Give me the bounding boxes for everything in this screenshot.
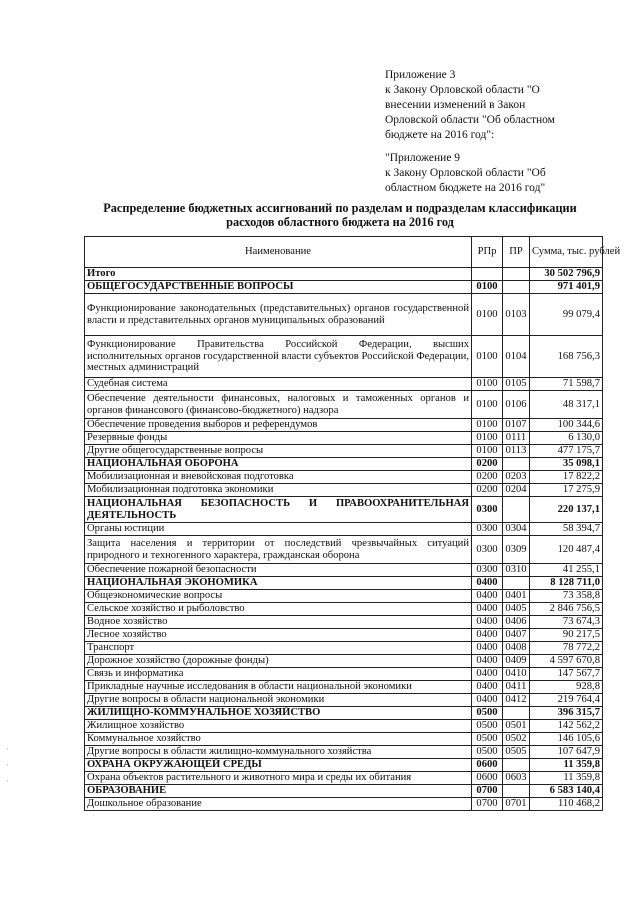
row-sum-cell: 477 175,7 (530, 445, 603, 458)
appendix-3-line: к Закону Орловской области "О (385, 84, 540, 96)
row-sum-cell: 110 468,2 (530, 798, 603, 811)
row-name-cell: Сельское хозяйство и рыболовство (85, 603, 472, 616)
row-rpr-cell: 0500 (472, 707, 503, 720)
row-rpr-cell: 0300 (472, 523, 503, 536)
row-sum-cell: 100 344,6 (530, 419, 603, 432)
row-rpr-cell: 0200 (472, 484, 503, 497)
row-rpr-cell: 0400 (472, 603, 503, 616)
table-row (85, 484, 603, 497)
row-name-cell: Обеспечение проведения выборов и референдумов (85, 419, 472, 432)
table-row (85, 681, 603, 694)
table-row (85, 523, 603, 536)
row-name-cell: Другие вопросы в области национальной экономики (85, 694, 472, 707)
row-sum-cell: 71 598,7 (530, 378, 603, 391)
table-row (85, 577, 603, 590)
row-pr-cell: 0408 (503, 642, 530, 655)
row-rpr-cell: 0100 (472, 391, 503, 419)
row-rpr-cell: 0600 (472, 759, 503, 772)
title-line-2: расходов областного бюджета на 2016 год (226, 215, 454, 229)
appendix-9-reference (385, 151, 600, 196)
row-sum-cell: 8 128 711,0 (530, 577, 603, 590)
row-pr-cell: 0501 (503, 720, 530, 733)
row-name-cell: Обеспечение пожарной безопасности (85, 564, 472, 577)
table-row (85, 458, 603, 471)
table-row (85, 268, 603, 281)
appendix-3-line: Орловской области "Об областном (385, 114, 555, 126)
header-pr: ПР (503, 237, 530, 268)
row-name-cell: Мобилизационная и вневойсковая подготовка (85, 471, 472, 484)
row-pr-cell: 0411 (503, 681, 530, 694)
table-row (85, 419, 603, 432)
row-pr-cell: 0104 (503, 336, 530, 378)
row-pr-cell: 0505 (503, 746, 530, 759)
row-pr-cell: 0106 (503, 391, 530, 419)
row-pr-cell: 0105 (503, 378, 530, 391)
appendix-3-reference (385, 68, 600, 143)
row-rpr-cell: 0400 (472, 681, 503, 694)
row-sum-cell: 73 674,3 (530, 616, 603, 629)
row-sum-cell: 971 401,9 (530, 281, 603, 294)
header-sum: Сумма, тыс. рублей (530, 237, 603, 268)
table-row (85, 603, 603, 616)
row-rpr-cell: 0100 (472, 445, 503, 458)
row-pr-cell (503, 497, 530, 523)
row-sum-cell: 90 217,5 (530, 629, 603, 642)
row-sum-cell: 2 846 756,5 (530, 603, 603, 616)
row-name-cell: Функционирование законодательных (представительных) органов государственной власти и представительных органов муниципальных образований (85, 294, 472, 336)
table-row (85, 759, 603, 772)
row-name-cell: Обеспечение деятельности финансовых, налоговых и таможенных органов и органов финансового (финансово-бюджетного) надзора (85, 391, 472, 419)
row-pr-cell (503, 707, 530, 720)
row-sum-cell: 35 098,1 (530, 458, 603, 471)
row-sum-cell: 41 255,1 (530, 564, 603, 577)
table-row (85, 733, 603, 746)
row-rpr-cell: 0200 (472, 471, 503, 484)
row-pr-cell: 0412 (503, 694, 530, 707)
row-name-cell: НАЦИОНАЛЬНАЯ БЕЗОПАСНОСТЬ И ПРАВООХРАНИТЕЛЬНАЯ ДЕЯТЕЛЬНОСТЬ (85, 497, 472, 523)
row-name-cell: НАЦИОНАЛЬНАЯ ЭКОНОМИКА (85, 577, 472, 590)
row-name-cell: Функционирование Правительства Российской Федерации, высших исполнительных органов государственной власти субъектов Российской Федерации, местных администраций (85, 336, 472, 378)
row-pr-cell (503, 268, 530, 281)
row-rpr-cell: 0400 (472, 629, 503, 642)
appendix-block (385, 68, 600, 196)
row-rpr-cell: 0400 (472, 668, 503, 681)
row-name-cell: Лесное хозяйство (85, 629, 472, 642)
row-rpr-cell: 0300 (472, 564, 503, 577)
row-rpr-cell: 0500 (472, 720, 503, 733)
row-pr-cell: 0410 (503, 668, 530, 681)
table-row (85, 336, 603, 378)
row-pr-cell: 0401 (503, 590, 530, 603)
row-pr-cell: 0405 (503, 603, 530, 616)
row-sum-cell: 73 358,8 (530, 590, 603, 603)
row-pr-cell: 0111 (503, 432, 530, 445)
row-rpr-cell (472, 268, 503, 281)
row-sum-cell: 120 487,4 (530, 536, 603, 564)
row-name-cell: Охрана объектов растительного и животного мира и среды их обитания (85, 772, 472, 785)
table-row (85, 629, 603, 642)
row-name-cell: Судебная система (85, 378, 472, 391)
row-name-cell: Другие общегосударственные вопросы (85, 445, 472, 458)
scan-edge-mark: · (6, 745, 9, 754)
table-row (85, 432, 603, 445)
row-pr-cell: 0103 (503, 294, 530, 336)
row-sum-cell: 4 597 670,8 (530, 655, 603, 668)
table-row (85, 798, 603, 811)
row-rpr-cell: 0500 (472, 746, 503, 759)
row-sum-cell: 168 756,3 (530, 336, 603, 378)
row-name-cell: Резервные фонды (85, 432, 472, 445)
table-row (85, 294, 603, 336)
row-name-cell: Защита населения и территории от последствий чрезвычайных ситуаций природного и техногенного характера, гражданская оборона (85, 536, 472, 564)
row-pr-cell (503, 577, 530, 590)
row-rpr-cell: 0600 (472, 772, 503, 785)
row-pr-cell: 0701 (503, 798, 530, 811)
table-row (85, 445, 603, 458)
appendix-3-line: Приложение 3 (385, 69, 456, 81)
row-name-cell: Прикладные научные исследования в области национальной экономики (85, 681, 472, 694)
row-pr-cell (503, 785, 530, 798)
row-sum-cell: 48 317,1 (530, 391, 603, 419)
row-pr-cell (503, 759, 530, 772)
table-row (85, 785, 603, 798)
row-name-cell: Дорожное хозяйство (дорожные фонды) (85, 655, 472, 668)
row-rpr-cell: 0700 (472, 798, 503, 811)
row-sum-cell: 6 583 140,4 (530, 785, 603, 798)
table-body (85, 268, 603, 811)
row-name-cell: ОБЩЕГОСУДАРСТВЕННЫЕ ВОПРОСЫ (85, 281, 472, 294)
appendix-9-line: "Приложение 9 (385, 152, 461, 164)
row-sum-cell: 30 502 796,9 (530, 268, 603, 281)
table-row (85, 642, 603, 655)
row-name-cell: Другие вопросы в области жилищно-коммунального хозяйства (85, 746, 472, 759)
appendix-3-line: внесении изменений в Закон (385, 99, 526, 111)
row-sum-cell: 142 562,2 (530, 720, 603, 733)
table-row (85, 281, 603, 294)
table-row (85, 564, 603, 577)
row-rpr-cell: 0100 (472, 378, 503, 391)
row-sum-cell: 17 822,2 (530, 471, 603, 484)
table-row (85, 746, 603, 759)
scan-edge-mark: · (6, 777, 9, 786)
table-row (85, 590, 603, 603)
row-pr-cell: 0409 (503, 655, 530, 668)
scan-edge-mark: · (6, 761, 9, 770)
row-rpr-cell: 0200 (472, 458, 503, 471)
appendix-9-line: областном бюджете на 2016 год" (385, 182, 546, 194)
row-sum-cell: 219 764,4 (530, 694, 603, 707)
row-name-cell: Органы юстиции (85, 523, 472, 536)
table-row (85, 694, 603, 707)
row-sum-cell: 11 359,8 (530, 772, 603, 785)
row-name-cell: Итого (85, 268, 472, 281)
table-row (85, 655, 603, 668)
row-name-cell: ЖИЛИЩНО-КОММУНАЛЬНОЕ ХОЗЯЙСТВО (85, 707, 472, 720)
appendix-3-line: бюджете на 2016 год": (385, 129, 495, 141)
row-name-cell: Водное хозяйство (85, 616, 472, 629)
row-pr-cell: 0204 (503, 484, 530, 497)
row-sum-cell: 147 567,7 (530, 668, 603, 681)
document-title (80, 201, 600, 229)
row-pr-cell (503, 458, 530, 471)
row-name-cell: Общеэкономические вопросы (85, 590, 472, 603)
row-pr-cell: 0502 (503, 733, 530, 746)
row-pr-cell: 0406 (503, 616, 530, 629)
row-name-cell: Дошкольное образование (85, 798, 472, 811)
row-pr-cell: 0304 (503, 523, 530, 536)
row-rpr-cell: 0400 (472, 616, 503, 629)
row-name-cell: ОБРАЗОВАНИЕ (85, 785, 472, 798)
table-row (85, 471, 603, 484)
row-sum-cell: 58 394,7 (530, 523, 603, 536)
row-name-cell: ОХРАНА ОКРУЖАЮЩЕЙ СРЕДЫ (85, 759, 472, 772)
row-pr-cell: 0310 (503, 564, 530, 577)
table-row (85, 772, 603, 785)
table-row (85, 720, 603, 733)
row-name-cell: Коммунальное хозяйство (85, 733, 472, 746)
row-rpr-cell: 0700 (472, 785, 503, 798)
row-sum-cell: 99 079,4 (530, 294, 603, 336)
row-rpr-cell: 0500 (472, 733, 503, 746)
table-row (85, 616, 603, 629)
row-rpr-cell: 0400 (472, 655, 503, 668)
table-row (85, 668, 603, 681)
row-name-cell: Транспорт (85, 642, 472, 655)
row-rpr-cell: 0400 (472, 694, 503, 707)
row-sum-cell: 928,8 (530, 681, 603, 694)
row-sum-cell: 146 105,6 (530, 733, 603, 746)
table-row (85, 497, 603, 523)
row-pr-cell: 0203 (503, 471, 530, 484)
table-row (85, 391, 603, 419)
row-pr-cell: 0407 (503, 629, 530, 642)
row-name-cell: Мобилизационная подготовка экономики (85, 484, 472, 497)
table-header-row (85, 237, 603, 268)
row-rpr-cell: 0100 (472, 336, 503, 378)
row-sum-cell: 11 359,8 (530, 759, 603, 772)
row-rpr-cell: 0100 (472, 432, 503, 445)
header-name: Наименование (85, 237, 472, 268)
row-rpr-cell: 0300 (472, 536, 503, 564)
table-row (85, 707, 603, 720)
row-sum-cell: 107 647,9 (530, 746, 603, 759)
row-sum-cell: 17 275,9 (530, 484, 603, 497)
row-rpr-cell: 0100 (472, 419, 503, 432)
appendix-9-line: к Закону Орловской области "Об (385, 167, 546, 179)
table-row (85, 536, 603, 564)
row-rpr-cell: 0400 (472, 577, 503, 590)
title-line-1: Распределение бюджетных ассигнований по разделам и подразделам классификации (103, 201, 577, 215)
row-sum-cell: 78 772,2 (530, 642, 603, 655)
row-sum-cell: 396 315,7 (530, 707, 603, 720)
row-pr-cell: 0107 (503, 419, 530, 432)
row-rpr-cell: 0100 (472, 281, 503, 294)
row-sum-cell: 220 137,1 (530, 497, 603, 523)
row-pr-cell: 0309 (503, 536, 530, 564)
row-sum-cell: 6 130,0 (530, 432, 603, 445)
row-pr-cell: 0603 (503, 772, 530, 785)
header-rpr: РПр (472, 237, 503, 268)
row-rpr-cell: 0300 (472, 497, 503, 523)
table-row (85, 378, 603, 391)
row-pr-cell: 0113 (503, 445, 530, 458)
row-name-cell: Жилищное хозяйство (85, 720, 472, 733)
row-rpr-cell: 0400 (472, 590, 503, 603)
row-pr-cell (503, 281, 530, 294)
row-name-cell: НАЦИОНАЛЬНАЯ ОБОРОНА (85, 458, 472, 471)
row-rpr-cell: 0100 (472, 294, 503, 336)
row-rpr-cell: 0400 (472, 642, 503, 655)
row-name-cell: Связь и информатика (85, 668, 472, 681)
budget-table (84, 236, 621, 811)
